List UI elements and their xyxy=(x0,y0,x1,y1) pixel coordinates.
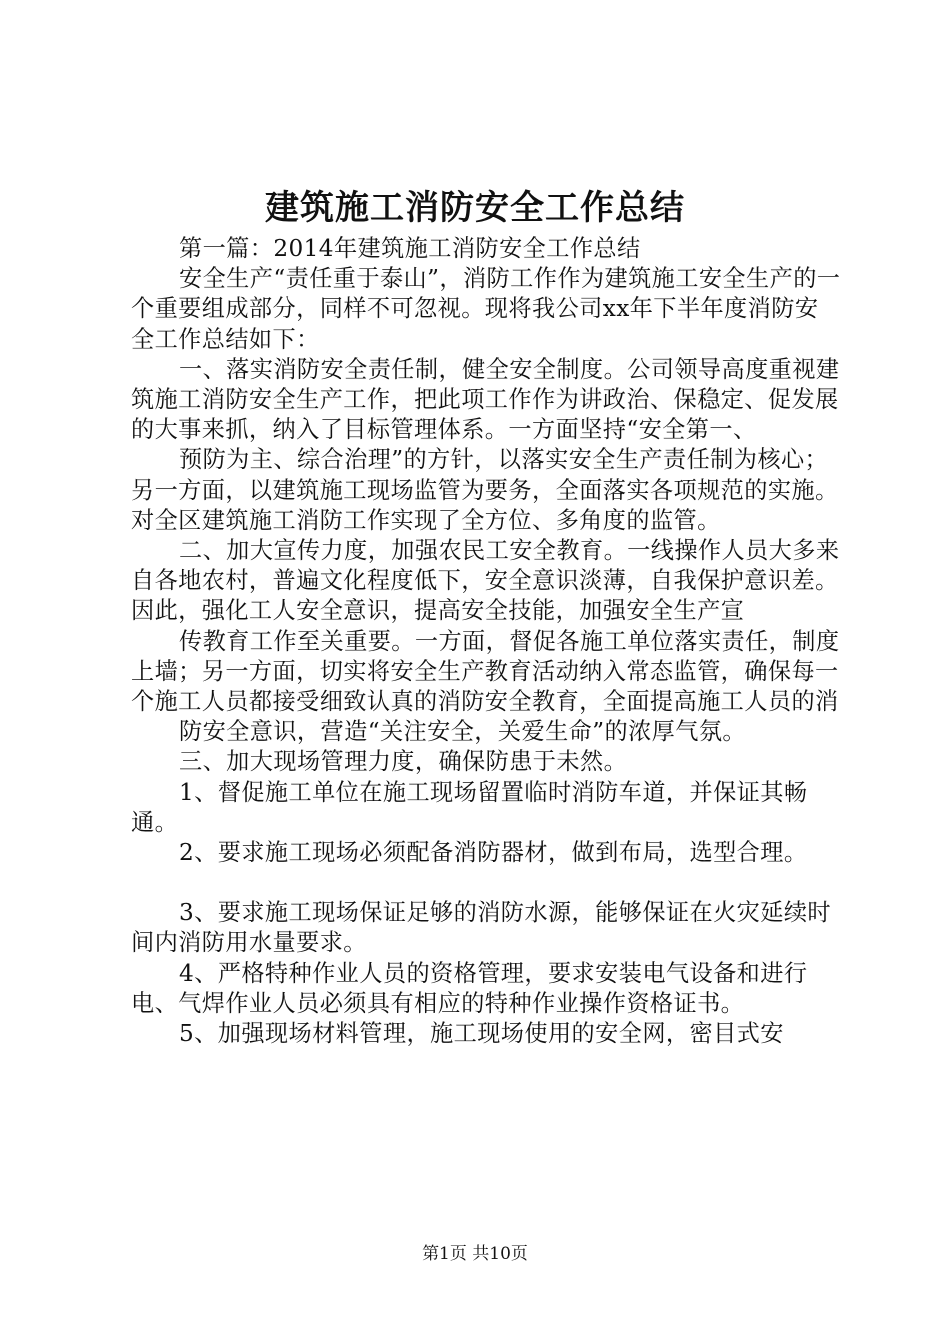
paragraph: 3、要求施工现场保证足够的消防水源，能够保证在火灾延续时间内消防用水量要求。 xyxy=(131,899,832,957)
paragraph: 传教育工作至关重要。一方面，督促各施工单位落实责任，制度上墙；另一方面，切实将安全生产教育活动纳入常态监管，确保每一个施工人员都接受细致认真的消防安全教育，全面提高施工人员的消 xyxy=(131,627,840,716)
paragraph-heading: 第一篇：2014年建筑施工消防安全工作总结 xyxy=(179,235,641,262)
paragraph: 二、加大宣传力度，加强农民工安全教育。一线操作人员大多来自各地农村，普遍文化程度低下，安全意识淡薄，自我保护意识差。因此，强化工人安全意识，提高安全技能，加强安全生产宣 xyxy=(131,537,840,625)
page-number-footer: 第1页 共10页 xyxy=(422,1244,528,1264)
paragraph: 5、加强现场材料管理，施工现场使用的安全网，密目式安 xyxy=(179,1020,784,1048)
paragraph: 2、要求施工现场必须配备消防器材，做到布局，选型合理。 xyxy=(179,839,808,867)
paragraph: 1、督促施工单位在施工现场留置临时消防车道，并保证其畅通。 xyxy=(131,778,808,836)
paragraph: 一、落实消防安全责任制，健全安全制度。公司领导高度重视建筑施工消防安全生产工作，把此项工作作为讲政治、保稳定、促发展的大事来抓，纳入了目标管理体系。一方面坚持“安全第一、 xyxy=(131,355,840,444)
paragraph: 预防为主、综合治理”的方针，以落实安全生产责任制为核心；另一方面，以建筑施工现场监管为要务，全面落实各项规范的实施。对全区建筑施工消防工作实现了全方位、多角度的监管。 xyxy=(131,446,839,534)
paragraph: 三、加大现场管理力度，确保防患于未然。 xyxy=(179,748,628,776)
document-title: 建筑施工消防安全工作总结 xyxy=(265,188,685,228)
paragraph: 安全生产“责任重于泰山”，消防工作作为建筑施工安全生产的一个重要组成部分，同样不可忽视。现将我公司xx年下半年度消防安全工作总结如下： xyxy=(131,265,841,353)
document-body xyxy=(131,234,841,1049)
blank-line xyxy=(131,868,841,898)
paragraph: 4、严格特种作业人员的资格管理，要求安装电气设备和进行电、气焊作业人员必须具有相应的特种作业操作资格证书。 xyxy=(131,959,808,1017)
paragraph: 防安全意识，营造“关注安全，关爱生命”的浓厚气氛。 xyxy=(179,718,747,746)
